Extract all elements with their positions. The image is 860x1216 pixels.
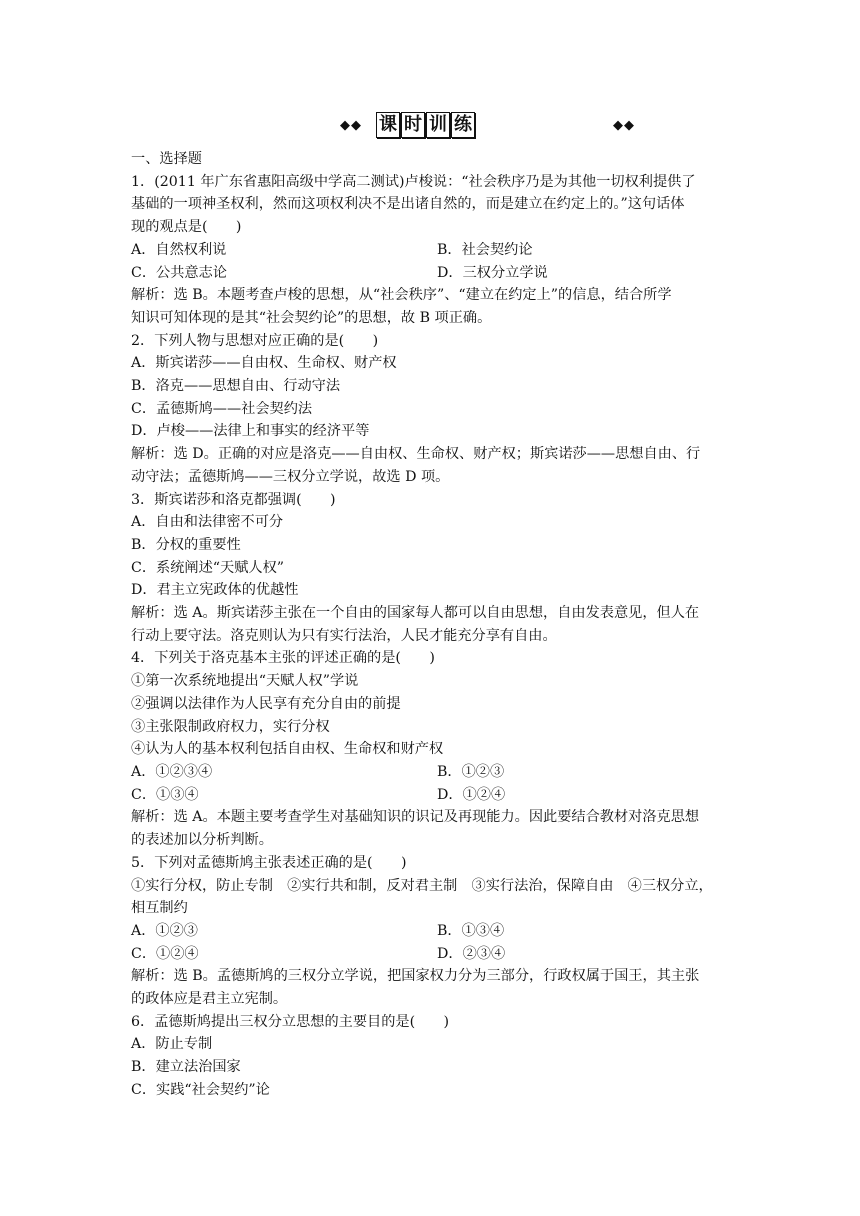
text-line: A．斯宾诺莎——自由权、生命权、财产权 (131, 355, 397, 372)
option-text: C．公共意志论 (131, 264, 227, 281)
text-line: 的政体应是君主立宪制。 (131, 991, 288, 1008)
text-line: 5．下列对孟德斯鸠主张表述正确的是( ) (131, 854, 407, 871)
text-line: ②强调以法律作为人民享有充分自由的前提 (131, 695, 401, 712)
option-row (131, 920, 731, 943)
text-line: 2．下列人物与思想对应正确的是( ) (131, 332, 379, 349)
question-content (131, 148, 731, 1102)
option-text: A．自然权利说 (131, 241, 227, 258)
option-text: A．①②③④ (131, 763, 213, 780)
text-line: D．卢梭——法律上和事实的经济平等 (131, 423, 370, 440)
option-text: C．①②④ (131, 945, 199, 962)
text-line: A．防止专制 (131, 1036, 213, 1053)
text-line: C．孟德斯鸠——社会契约法 (131, 400, 313, 417)
text-line: 解析：选 B。孟德斯鸠的三权分立学说，把国家权力分为三部分，行政权属于国王，其主张 (131, 968, 700, 985)
text-line: 行动上要守法。洛克则认为只有实行法治，人民才能充分享有自由。 (131, 627, 557, 644)
text-line: 的表述加以分析判断。 (131, 832, 273, 849)
text-line: 6．孟德斯鸠提出三权分立思想的主要目的是( ) (131, 1013, 450, 1030)
text-line: 一、选择题 (131, 151, 202, 167)
title-char: 课 (376, 112, 400, 138)
text-line: 解析：选 D。正确的对应是洛克——自由权、生命权、财产权；斯宾诺莎——思想自由、行 (131, 446, 701, 463)
text-line: 解析：选 A。本题主要考查学生对基础知识的识记及再现能力。因此要结合教材对洛克思想 (131, 809, 700, 826)
option-text: D．①②④ (437, 786, 506, 803)
text-line: C．实践“社会契约”论 (131, 1081, 270, 1098)
section-title (376, 112, 475, 138)
text-line: 解析：选 B。本题考查卢梭的思想，从“社会秩序”、“建立在约定上”的信息，结合所学 (131, 287, 672, 304)
option-text: D．②③④ (437, 945, 506, 962)
text-line: B．建立法治国家 (131, 1059, 241, 1076)
option-row (131, 943, 731, 966)
text-line: 动守法；孟德斯鸠——三权分立学说，故选 D 项。 (131, 468, 450, 485)
option-text: B．①②③ (437, 763, 505, 780)
text-line: 知识可知体现的是其“社会契约论”的思想，故 B 项正确。 (131, 309, 492, 326)
diamond-ornament-right: ◆◆ (613, 118, 635, 133)
option-text: A．①②③ (131, 922, 198, 939)
text-line: 4．下列关于洛克基本主张的评述正确的是( ) (131, 650, 435, 667)
text-line: 3．斯宾诺莎和洛克都强调( ) (131, 491, 336, 508)
text-line: ①第一次系统地提出“天赋人权”学说 (131, 673, 359, 690)
text-line: A．自由和法律密不可分 (131, 514, 284, 531)
option-row (131, 262, 731, 285)
text-line: B．洛克——思想自由、行动守法 (131, 378, 341, 395)
exercise-page (131, 112, 731, 1102)
text-line: 相互制约 (131, 900, 188, 917)
option-text: C．①③④ (131, 786, 199, 803)
text-line: 现的观点是( ) (131, 219, 242, 236)
text-line: 基础的一项神圣权利，然而这项权利决不是出诸自然的，而是建立在约定上的。”这句话体 (131, 196, 685, 213)
text-line: 1．(2011 年广东省惠阳高级中学高二测试)卢梭说：“社会秩序乃是为其他一切权利提供了 (131, 173, 696, 190)
option-row (131, 761, 731, 784)
section-header (131, 112, 731, 148)
title-char: 训 (426, 112, 450, 138)
title-char: 时 (401, 112, 425, 138)
text-line: B．分权的重要性 (131, 536, 241, 553)
text-line: 解析：选 A。斯宾诺莎主张在一个自由的国家每人都可以自由思想，自由发表意见，但人在 (131, 605, 700, 622)
text-line: C．系统阐述“天赋人权” (131, 559, 285, 576)
text-line: ④认为人的基本权利包括自由权、生命权和财产权 (131, 741, 444, 758)
title-char: 练 (451, 112, 475, 138)
option-text: B．①③④ (437, 922, 505, 939)
diamond-ornament-left: ◆◆ (340, 118, 362, 133)
option-row (131, 239, 731, 262)
option-text: D．三权分立学说 (437, 264, 548, 281)
option-text: B．社会契约论 (437, 241, 533, 258)
text-line: ①实行分权，防止专制 ②实行共和制，反对君主制 ③实行法治，保障自由 ④三权分立， (131, 877, 713, 894)
option-row (131, 784, 731, 807)
text-line: D．君主立宪政体的优越性 (131, 582, 299, 599)
text-line: ③主张限制政府权力，实行分权 (131, 718, 330, 735)
